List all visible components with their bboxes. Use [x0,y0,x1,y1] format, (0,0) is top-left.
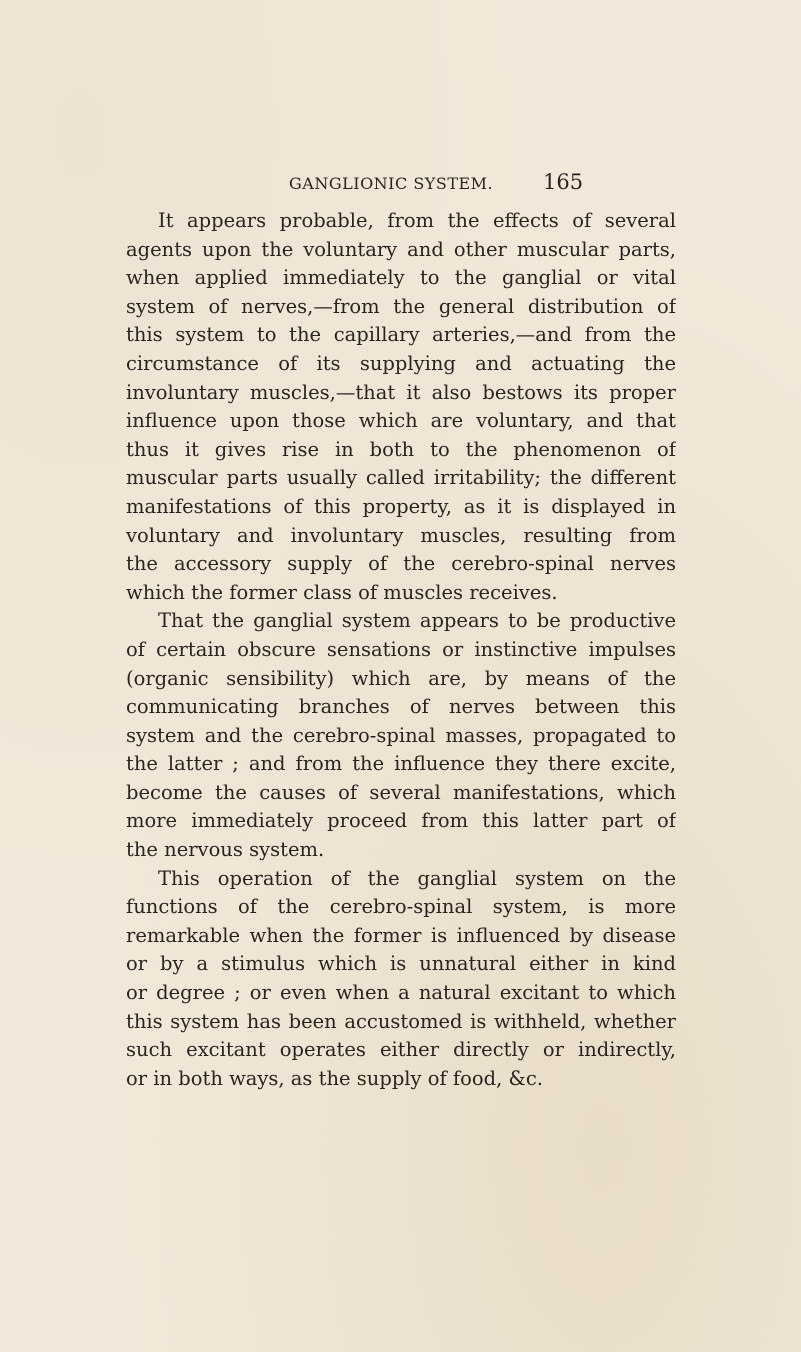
text-line: It appears probable, from the effects of several [158,209,676,232]
text-line: become the causes of several manifestations, which [126,780,676,804]
paragraph [126,865,676,1094]
text-line: this system has been accustomed is withheld, whether [126,1009,676,1033]
text-line: or by a stimulus which is unnatural either in kind [126,952,676,976]
text-line: communicating branches of nerves between this [126,695,676,719]
text-line: remarkable when the former is influenced by disease [126,923,676,947]
text-line: more immediately proceed from this latter part of [126,809,676,833]
text-line: or degree ; or even when a natural excitant to which [126,981,676,1005]
body-text [126,207,676,1093]
text-line: agents upon the voluntary and other muscular parts, [126,237,676,261]
text-line: thus it gives rise in both to the phenomenon of [126,437,676,461]
running-head [289,170,689,198]
text-line: system of nerves,—from the general distribution of [126,294,676,318]
paragraph [126,607,676,864]
text-line: the accessory supply of the cerebro-spinal nerves [126,552,676,576]
text-line: That the ganglial system appears to be productive [158,609,676,633]
text-line: influence upon those which are voluntary, and that [126,409,676,433]
text-line: the latter ; and from the influence they there excite, [126,752,676,776]
text-line: when applied immediately to the ganglial or vital [126,266,676,290]
text-line: voluntary and involuntary muscles, resulting from [126,523,676,547]
text-line: or in both ways, as the supply of food, &c. [126,1066,543,1090]
text-line: the nervous system. [126,838,325,862]
text-line: such excitant operates either directly or indirectly, [126,1038,676,1062]
text-line: muscular parts usually called irritability; the different [126,466,676,490]
text-line: functions of the cerebro-spinal system, is more [126,895,676,919]
text-line: which the former class of muscles receives. [126,580,558,604]
text-line: This operation of the ganglial system on the [158,866,676,890]
text-line: manifestations of this property, as it is displayed in [126,494,676,518]
text-line: system and the cerebro-spinal masses, propagated to [126,723,676,747]
text-line: (organic sensibility) which are, by means of the [126,666,676,690]
paragraph [126,207,676,607]
text-line: involuntary muscles,—that it also bestows its proper [126,380,676,404]
text-line: this system to the capillary arteries,—and from the [126,323,676,347]
text-line: circumstance of its supplying and actuating the [126,351,676,375]
running-head-title: GANGLIONIC SYSTEM. [289,174,494,193]
text-line: of certain obscure sensations or instinctive impulses [126,637,676,661]
page-number: 165 [543,170,584,194]
